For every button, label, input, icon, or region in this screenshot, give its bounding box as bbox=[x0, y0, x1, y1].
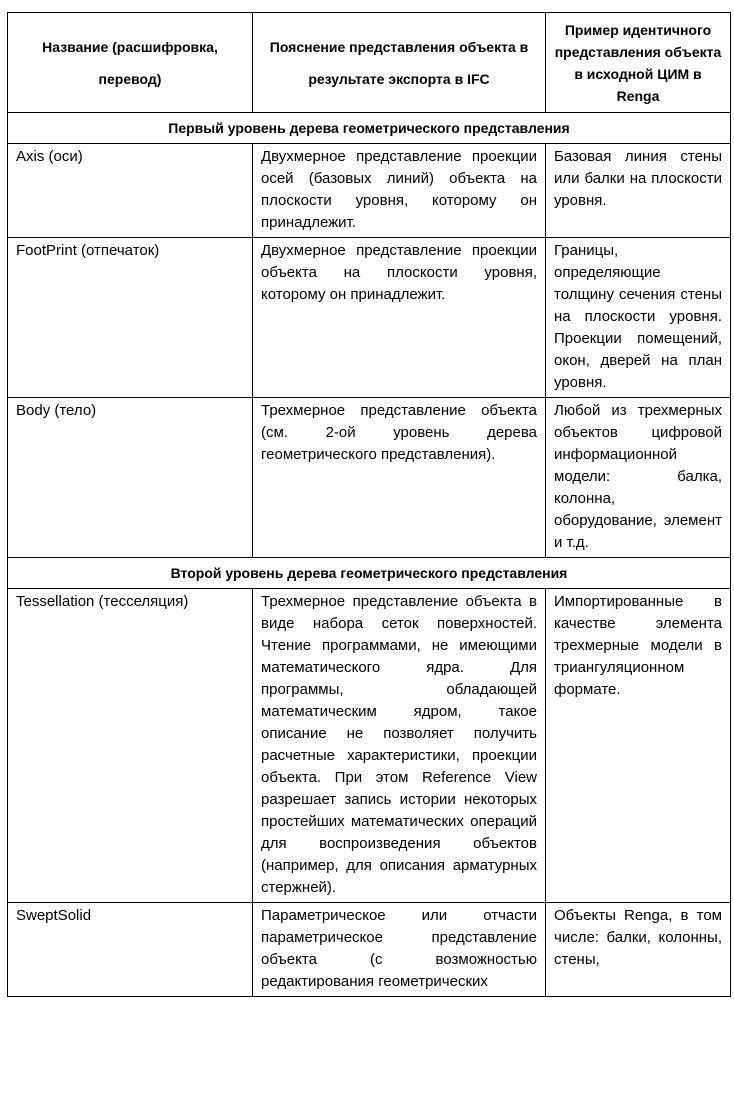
table-header-row bbox=[8, 13, 731, 113]
row-name: Axis (оси) bbox=[8, 144, 253, 238]
section-title-level-2: Второй уровень дерева геометрического представления bbox=[8, 558, 731, 589]
table-row bbox=[8, 238, 731, 398]
row-example: Импортированные в качестве элемента трехмерные модели в триангуляционном формате. bbox=[546, 589, 731, 903]
row-example: Объекты Renga, в том числе: балки, колонны, стены, bbox=[546, 903, 731, 997]
header-example: Пример идентичного представления объекта в исходной ЦИМ в Renga bbox=[546, 13, 731, 113]
geometry-representation-table bbox=[7, 12, 731, 997]
row-example: Любой из трехмерных объектов цифровой информационной модели: балка, колонна, оборудование, элемент и т.д. bbox=[546, 398, 731, 558]
row-name: Tessellation (тесселяция) bbox=[8, 589, 253, 903]
row-example: Базовая линия стены или балки на плоскости уровня. bbox=[546, 144, 731, 238]
table-row bbox=[8, 903, 731, 997]
row-example: Границы, определяющие толщину сечения стены на плоскости уровня. Проекции помещений, окон, дверей на план уровня. bbox=[546, 238, 731, 398]
row-description: Трехмерное представление объекта (см. 2-ой уровень дерева геометрического представления). bbox=[253, 398, 546, 558]
row-description: Двухмерное представление проекции осей (базовых линий) объекта на плоскости уровня, которому он принадлежит. bbox=[253, 144, 546, 238]
row-name: FootPrint (отпечаток) bbox=[8, 238, 253, 398]
header-explanation: Пояснение представления объекта в результате экспорта в IFC bbox=[253, 13, 546, 113]
row-name: SweptSolid bbox=[8, 903, 253, 997]
section-row bbox=[8, 113, 731, 144]
section-title-level-1: Первый уровень дерева геометрического представления bbox=[8, 113, 731, 144]
table-row bbox=[8, 589, 731, 903]
header-name: Название (расшифровка, перевод) bbox=[8, 13, 253, 113]
table-row bbox=[8, 144, 731, 238]
row-name: Body (тело) bbox=[8, 398, 253, 558]
table-row bbox=[8, 398, 731, 558]
row-description: Двухмерное представление проекции объекта на плоскости уровня, которому он принадлежит. bbox=[253, 238, 546, 398]
row-description: Параметрическое или отчасти параметрическое представление объекта (с возможностью редактирования геометрических bbox=[253, 903, 546, 997]
row-description: Трехмерное представление объекта в виде набора сеток поверхностей. Чтение программами, не имеющими математического ядра. Для программы, обладающей математическим ядром, такое описание не позволяет получить расчетные характеристики, проекции объекта. При этом Reference View разрешает запись истории некоторых простейших математических операций для воспроизведения объектов (например, для описания арматурных стержней). bbox=[253, 589, 546, 903]
section-row bbox=[8, 558, 731, 589]
